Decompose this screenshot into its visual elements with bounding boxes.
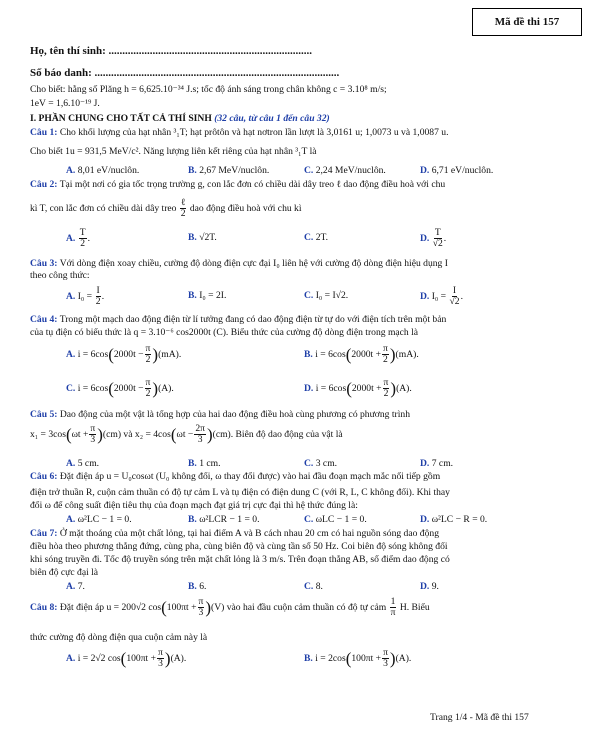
question-number: Câu 1: [30,127,58,138]
question-text: Trong một mạch dao động điện từ lí tưởng đang có dao động điện từ tự do với điện tích trên một bản [59,314,447,325]
denominator: 2 [95,296,101,308]
question-1-options [0,165,594,179]
paren-close: ) [389,649,396,669]
question-3-options [0,286,594,310]
question-2 [30,179,568,192]
option-label: B. [188,165,197,176]
option-text: 6. [199,581,207,592]
option-label: B. [188,232,197,243]
option-c[interactable] [304,165,386,178]
numerator: 2π [195,423,205,434]
numerator: π [158,647,163,658]
fraction [145,378,152,399]
paren-close: ) [206,425,213,445]
paren-open: ( [346,379,352,399]
question-number: Câu 2: [30,179,58,190]
option-a[interactable] [66,344,181,365]
option-b[interactable] [188,458,221,471]
fraction [390,597,397,618]
option-text: 8. [315,581,323,592]
option-a[interactable] [66,458,99,471]
denominator: 2 [145,354,151,366]
question-4-line-2: của tụ điện có biểu thức là q = 3.10⁻⁶ cos2000t (C). Biểu thức của cường độ dòng điện trong mạch là [30,327,419,338]
question-7-line-4: biên độ cực đại là [30,567,99,578]
question-2-options [0,228,594,252]
option-text: 100πt + [351,652,382,664]
paren-open: ( [108,345,114,365]
option-b[interactable] [304,344,419,365]
option-a[interactable] [66,165,139,178]
option-label: A. [66,290,76,302]
option-text: I₀ = [431,290,447,302]
option-c[interactable] [304,232,328,245]
paren-open: ( [108,379,114,399]
option-text: 100πt + [126,652,157,664]
option-text: (A). [396,382,412,394]
option-text: 2,24 MeV/nuclôn. [315,165,386,176]
option-d[interactable]: D. $\frac{T}{√2}$ . [420,227,447,250]
option-label: A. [66,581,76,592]
option-label: B. [188,514,197,525]
fraction [382,344,389,365]
question-6-line-3: đổi ω để công suất điện tiêu thụ của đoạn mạch đạt giá trị cực đại thì hệ thức đúng là: [30,500,358,511]
option-text: 6,71 eV/nuclôn. [431,165,494,176]
denominator: 3 [158,658,163,670]
option-text: 7. [77,581,85,592]
option-c[interactable] [66,378,174,399]
option-text: I₀ = 2I. [199,290,227,301]
question-7-options [0,581,594,595]
question-text: Với dòng điện xoay chiều, cường độ dòng điện cực đại I₀ liên hệ với cường độ dòng điện hiệu dụng I [59,258,448,269]
question-3 [30,258,568,271]
question-1 [30,127,568,140]
paren-close: ) [152,345,159,365]
section-heading [30,113,568,126]
option-text: i = 2cos [315,652,346,664]
question-text: (V) vào hai đầu cuộn cảm thuần có độ tự cảm [211,601,387,613]
option-text: I₀ = I√2. [315,290,349,301]
question-5 [30,409,568,422]
question-text: dao động điều hoà với chu kì [189,202,302,214]
equation-text: ωt − [176,428,194,440]
option-label: B. [188,458,197,469]
denominator: 2 [80,238,86,250]
numerator: I [96,285,100,296]
paren-close: ) [389,345,396,365]
option-c[interactable] [304,581,323,594]
option-d[interactable] [304,378,412,399]
option-a[interactable] [66,648,186,669]
question-3-line-2: theo công thức: [30,270,90,281]
id-line: Số báo danh: ......................................................................................... [30,67,340,79]
question-text: Ở mặt thoáng của một chất lỏng, tại hai điểm A và B cách nhau 20 cm có hai nguồn sóng dao động [59,528,439,539]
option-d[interactable] [420,581,439,594]
denominator: 2 [145,388,151,400]
option-d[interactable] [420,458,453,471]
paren-close: ) [205,598,212,618]
question-number: Câu 3: [30,258,58,269]
option-label: D. [420,165,430,176]
option-text: i = 2√2 cos [77,652,121,664]
option-a[interactable]: A. $\frac{T}{2}$ . [66,227,91,250]
denominator: π [390,607,396,619]
numerator: T [79,227,86,238]
option-text: 2,67 MeV/nuclôn. [199,165,270,176]
option-b[interactable] [188,232,217,245]
equation-text: x₂ = 4cos [134,428,171,440]
option-b[interactable] [188,290,226,303]
option-a[interactable]: A. I₀ = $\frac{I}{2}$ . [66,285,105,308]
fraction [89,424,96,445]
fraction [79,228,87,249]
option-text: 2000t + [351,348,382,360]
option-b[interactable] [188,581,206,594]
question-text: Tại một nơi có gia tốc trọng trường g, con lắc đơn có chiều dài dây treo ℓ dao động điều hoà với chu [59,179,446,190]
equation-text: (cm). Biên độ dao động của vật là [212,428,343,440]
option-label: C. [304,581,314,592]
question-6-options [0,514,594,528]
paren-open: ( [65,425,72,445]
option-text: 2000t − [113,382,144,394]
question-8-options [0,648,594,676]
question-7-line-2: điều hòa theo phương thẳng đứng, cùng pha, cùng biên độ và cùng tần số 50 Hz. Coi biên độ sóng không đổi [30,541,448,552]
option-label: B. [304,652,313,664]
question-number: Câu 4: [30,314,58,325]
numerator: π [383,343,388,354]
equation-text: (cm) và [102,428,133,440]
numerator: 1 [390,596,396,607]
paren-close: ) [390,379,397,399]
denominator: √2 [432,238,443,250]
denominator: 3 [90,434,96,446]
denominator: 3 [383,658,388,670]
constants-line-2: 1eV = 1,6.10⁻¹⁹ J. [30,98,100,109]
option-label: B. [188,290,197,301]
fraction [198,597,205,618]
denominator: √2 [449,296,460,308]
option-text: 3 cm. [315,458,338,469]
question-6 [30,471,568,484]
option-label: C. [304,232,314,243]
option-text: ω²LC − 1 = 0. [77,514,132,525]
question-number: Câu 7: [30,528,58,539]
option-label: A. [66,514,76,525]
option-text: (mA). [158,348,182,360]
numerator: T [434,227,441,238]
question-number: Câu 5: [30,409,58,420]
paren-close: ) [97,425,103,445]
option-label: D. [420,232,430,244]
option-label: C. [304,458,314,469]
fraction [180,198,187,219]
numerator: π [145,343,151,354]
option-label: D. [420,581,430,592]
paren-close: ) [152,379,159,399]
option-text: (mA). [395,348,419,360]
question-5-equations [30,424,568,445]
question-number: Câu 6: [30,471,58,482]
denominator: 2 [383,388,389,400]
question-7 [30,528,568,541]
section-note: (32 câu, từ câu 1 đến câu 32) [214,113,330,124]
question-text: Dao động của một vật là tổng hợp của hai dao động điều hoà cùng phương có phương trình [59,409,410,420]
paren-close: ) [164,649,171,669]
page-footer: Trang 1/4 - Mã đề thi 157 [430,712,529,723]
exam-code-box [472,8,582,36]
option-label: D. [304,382,314,394]
option-text: i = 6cos [77,382,109,394]
question-number: Câu 8: [30,601,58,613]
option-c[interactable] [304,458,337,471]
option-d[interactable]: D. I₀ = $\frac{I}{√2}$ . [420,285,463,308]
option-text: √2T. [199,232,217,243]
option-text: (A). [395,652,412,664]
numerator: π [90,423,96,434]
option-c[interactable] [304,290,348,303]
question-text: 100πt + [166,601,197,613]
question-4-options-row-2 [0,378,594,406]
option-label: B. [188,581,197,592]
section-title: I. PHẦN CHUNG CHO TẤT CẢ THÍ SINH [30,113,212,124]
denominator: 3 [198,607,204,619]
option-text: i = 6cos [77,348,109,360]
option-b[interactable] [188,165,269,178]
question-text: Đặt điện áp u = U₀cosωt (U₀ không đổi, ω thay đổi được) vào hai đầu đoạn mạch mắc nối tiếp gồm [59,471,441,482]
option-text: 5 cm. [77,458,100,469]
question-4-options-row-1 [0,344,594,372]
option-a[interactable] [66,581,85,594]
name-line: Họ, tên thí sinh: .......................................................................... [30,45,313,57]
question-1-line-2: Cho biết 1u = 931,5 MeV/c². Năng lượng liên kết riêng của hạt nhân ³₁T là [30,146,317,157]
paren-open: ( [161,598,167,618]
question-8-line-2: thức cường độ dòng điện qua cuộn cảm này là [30,632,208,643]
question-6-line-2: điện trở thuần R, cuộn cảm thuần có độ tự cảm L và tụ điện có điện dung C (với R, L, C không đổi). Khi thay [30,487,450,498]
denominator: 2 [383,354,388,366]
paren-open: ( [345,649,352,669]
numerator: π [145,377,151,388]
question-7-line-3: khi sóng truyền đi. Tốc độ truyền sóng trên mặt chất lỏng là 3 m/s. Trên đoạn thẳng AB, số điểm dao động có [30,554,450,565]
numerator: π [383,377,389,388]
numerator: π [198,596,204,607]
denominator: 3 [197,434,203,446]
option-text: I₀ = [77,290,93,302]
option-b[interactable] [188,514,259,527]
option-text: ω²LCR − 1 = 0. [199,514,260,525]
question-2-line-2 [30,198,568,219]
question-text: Cho khối lượng của hạt nhân ³₁T; hạt prôtôn và hạt nơtron lần lượt là 3,0161 u; 1,0073 u và 1,0087 u. [59,127,449,138]
equation-text: ωt + [71,428,89,440]
constants-line-1: Cho biết: hằng số Plăng h = 6,625.10⁻³⁴ J.s; tốc độ ánh sáng trong chân không c = 3.10⁸ m/s; [30,84,387,95]
option-c[interactable] [304,514,367,527]
fraction [450,286,460,307]
option-label: B. [304,348,313,360]
option-label: C. [304,165,314,176]
option-label: A. [66,232,76,244]
fraction [157,648,164,669]
numerator: I [452,285,457,296]
option-a[interactable] [66,514,132,527]
option-label: C. [304,290,314,301]
option-text: 1 cm. [199,458,221,469]
question-text: Đặt điện áp u = 200√2 cos [59,601,162,613]
option-label: C. [66,382,76,394]
option-label: A. [66,348,76,360]
question-text: H. Biểu [399,601,430,613]
option-text: ωLC − 1 = 0. [315,514,367,525]
equation-text: x₁ = 3cos [30,428,66,440]
numerator: ℓ [180,197,186,208]
exam-code-text: Mã đề thi 157 [494,15,560,28]
option-b[interactable] [304,648,411,669]
option-text: ω²LC − R = 0. [431,514,488,525]
numerator: π [383,647,388,658]
option-label: D. [420,290,430,302]
fraction [383,378,390,399]
option-label: D. [420,458,430,469]
option-text: 8,01 eV/nuclôn. [77,165,140,176]
option-text: i = 6cos [315,382,347,394]
option-text: 7 cm. [431,458,454,469]
option-d[interactable] [420,514,487,527]
option-d[interactable] [420,165,493,178]
option-text: 2T. [315,232,329,243]
fraction [382,648,389,669]
paren-open: ( [345,345,352,365]
question-4 [30,314,568,327]
question-text: kì T, con lắc đơn có chiều dài dây treo [30,202,177,214]
option-label: A. [66,165,76,176]
fraction [96,286,101,307]
question-8 [30,597,568,618]
fraction [433,228,443,249]
option-text: 9. [431,581,439,592]
option-label: A. [66,458,76,469]
option-text: 2000t − [113,348,144,360]
fraction [145,344,152,365]
fraction [194,424,206,445]
option-label: A. [66,652,76,664]
option-text: (A). [158,382,174,394]
option-label: C. [304,514,314,525]
option-text: i = 6cos [315,348,346,360]
question-5-options [0,458,594,472]
denominator: 2 [180,208,186,220]
paren-open: ( [170,425,177,445]
paren-open: ( [120,649,127,669]
option-label: D. [420,514,430,525]
option-text: 2000t + [351,382,382,394]
option-text: (A). [170,652,187,664]
